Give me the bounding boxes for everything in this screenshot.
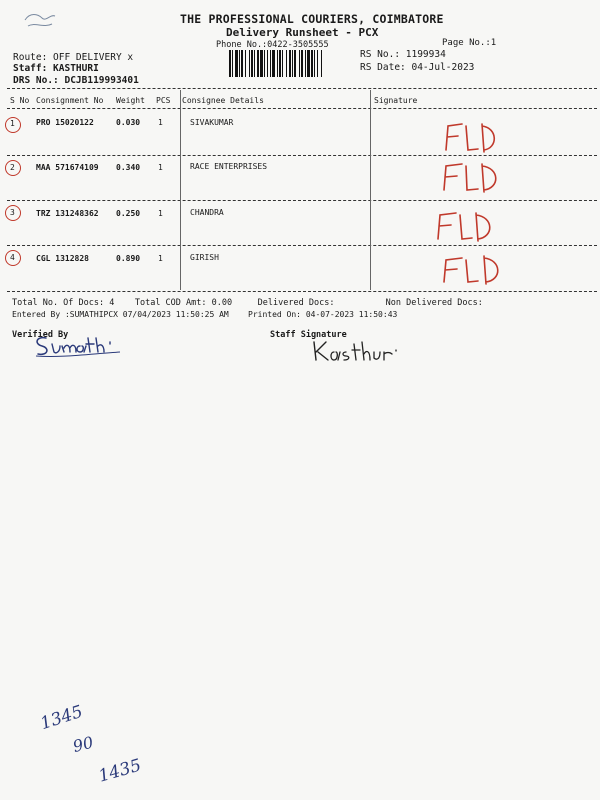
row-consignment: CGL 1312828 bbox=[36, 254, 89, 263]
barcode-bar bbox=[282, 50, 283, 77]
row-pcs: 1 bbox=[158, 254, 163, 263]
barcode-bar bbox=[307, 50, 310, 77]
row-pcs: 1 bbox=[158, 163, 163, 172]
row-consignee: GIRISH bbox=[190, 253, 219, 262]
phone-number: Phone No.:0422-3505555 bbox=[216, 40, 329, 50]
footer-totals bbox=[12, 298, 483, 308]
header-consignment: Consignment No bbox=[36, 96, 104, 105]
barcode-bar bbox=[245, 50, 246, 77]
page-number: Page No.:1 bbox=[442, 38, 497, 48]
header-pcs: PCS bbox=[156, 96, 171, 105]
table-top-rule bbox=[7, 88, 597, 89]
barcode-bar bbox=[235, 50, 238, 77]
company-name: THE PROFESSIONAL COURIERS, COIMBATORE bbox=[180, 12, 444, 26]
row-consignment: TRZ 131248362 bbox=[36, 209, 99, 218]
fld-signature-mark bbox=[440, 120, 500, 158]
barcode-bar bbox=[267, 50, 268, 77]
verified-by-label: Verified By bbox=[12, 330, 69, 340]
barcode-bar bbox=[260, 50, 263, 77]
fld-signature-mark bbox=[432, 205, 498, 245]
header-consignee: Consignee Details bbox=[182, 96, 264, 105]
calc-line-1: 1345 bbox=[38, 701, 86, 735]
corner-scribble-icon bbox=[20, 2, 60, 32]
row-consignee: CHANDRA bbox=[190, 208, 224, 217]
barcode-bar bbox=[249, 50, 250, 77]
rs-date: RS Date: 04-Jul-2023 bbox=[360, 62, 475, 73]
entered-by: Entered By :SUMATHIPCX 07/04/2023 11:50:25 AM bbox=[12, 310, 229, 319]
footer-entry-info bbox=[12, 310, 397, 319]
total-cod: Total COD Amt: 0.00 bbox=[134, 298, 233, 308]
barcode-bar bbox=[272, 50, 275, 77]
total-docs: Total No. Of Docs: 4 bbox=[12, 298, 115, 308]
route-label: Route: OFF DELIVERY x bbox=[13, 52, 134, 63]
barcode-bar bbox=[292, 50, 293, 77]
row-consignee: SIVAKUMAR bbox=[190, 118, 234, 127]
row-divider bbox=[7, 245, 597, 246]
barcode-bar bbox=[251, 50, 253, 77]
handwritten-calculation bbox=[30, 690, 180, 790]
header-signature: Signature bbox=[374, 96, 418, 105]
row-consignment: PRO 15020122 bbox=[36, 118, 94, 127]
barcode-bar bbox=[270, 50, 271, 77]
row-divider bbox=[7, 155, 597, 156]
row-weight: 0.890 bbox=[116, 254, 141, 263]
rs-number: RS No.: 1199934 bbox=[360, 49, 446, 60]
barcode bbox=[228, 50, 354, 77]
row-consignee: RACE ENTERPRISES bbox=[190, 162, 268, 171]
row-weight: 0.340 bbox=[116, 163, 141, 172]
row-sno: 4 bbox=[10, 253, 15, 262]
fld-signature-mark bbox=[438, 252, 504, 288]
barcode-bar bbox=[239, 50, 240, 77]
drs-number: DRS No.: DCJB119993401 bbox=[13, 75, 139, 86]
barcode-bar bbox=[241, 50, 243, 77]
barcode-bar bbox=[311, 50, 313, 77]
fld-signature-mark bbox=[438, 158, 502, 196]
staff-signature-label: Staff Signature bbox=[270, 330, 347, 340]
row-sno: 1 bbox=[10, 119, 15, 128]
delivered-docs: Delivered Docs: bbox=[257, 298, 335, 308]
row-consignment: MAA 571674109 bbox=[36, 163, 99, 172]
staff-handwritten-signature bbox=[310, 338, 410, 364]
barcode-bar bbox=[294, 50, 296, 77]
barcode-bar bbox=[289, 50, 291, 77]
barcode-bar bbox=[314, 50, 315, 77]
barcode-bar bbox=[299, 50, 300, 77]
column-divider bbox=[180, 90, 181, 290]
header-sno: S No bbox=[10, 96, 30, 105]
row-pcs: 1 bbox=[158, 118, 163, 127]
barcode-bar bbox=[257, 50, 259, 77]
barcode-bar bbox=[301, 50, 303, 77]
row-weight: 0.250 bbox=[116, 209, 141, 218]
table-bottom-rule bbox=[7, 291, 597, 292]
column-divider bbox=[370, 90, 371, 290]
verifier-signature bbox=[30, 332, 140, 360]
barcode-bar bbox=[264, 50, 265, 77]
barcode-bar bbox=[279, 50, 281, 77]
barcode-bar bbox=[277, 50, 278, 77]
barcode-bar bbox=[317, 50, 318, 77]
non-delivered-docs: Non Delivered Docs: bbox=[385, 298, 483, 308]
calc-line-3: 1435 bbox=[96, 755, 144, 787]
printed-on: Printed On: 04-07-2023 11:50:43 bbox=[248, 310, 398, 319]
calc-line-2: 90 bbox=[70, 732, 96, 756]
staff-label: Staff: KASTHURI bbox=[13, 63, 99, 74]
barcode-bar bbox=[305, 50, 306, 77]
row-sno: 2 bbox=[10, 163, 15, 172]
barcode-bar bbox=[321, 50, 322, 77]
row-weight: 0.030 bbox=[116, 118, 141, 127]
row-pcs: 1 bbox=[158, 209, 163, 218]
row-divider bbox=[7, 200, 597, 201]
row-sno: 3 bbox=[10, 208, 15, 217]
sheet-title: Delivery Runsheet - PCX bbox=[226, 26, 379, 39]
barcode-bar bbox=[229, 50, 231, 77]
header-weight: Weight bbox=[116, 96, 145, 105]
barcode-bar bbox=[286, 50, 287, 77]
barcode-bar bbox=[254, 50, 255, 77]
barcode-bar bbox=[232, 50, 233, 77]
table-header-rule bbox=[7, 108, 597, 109]
